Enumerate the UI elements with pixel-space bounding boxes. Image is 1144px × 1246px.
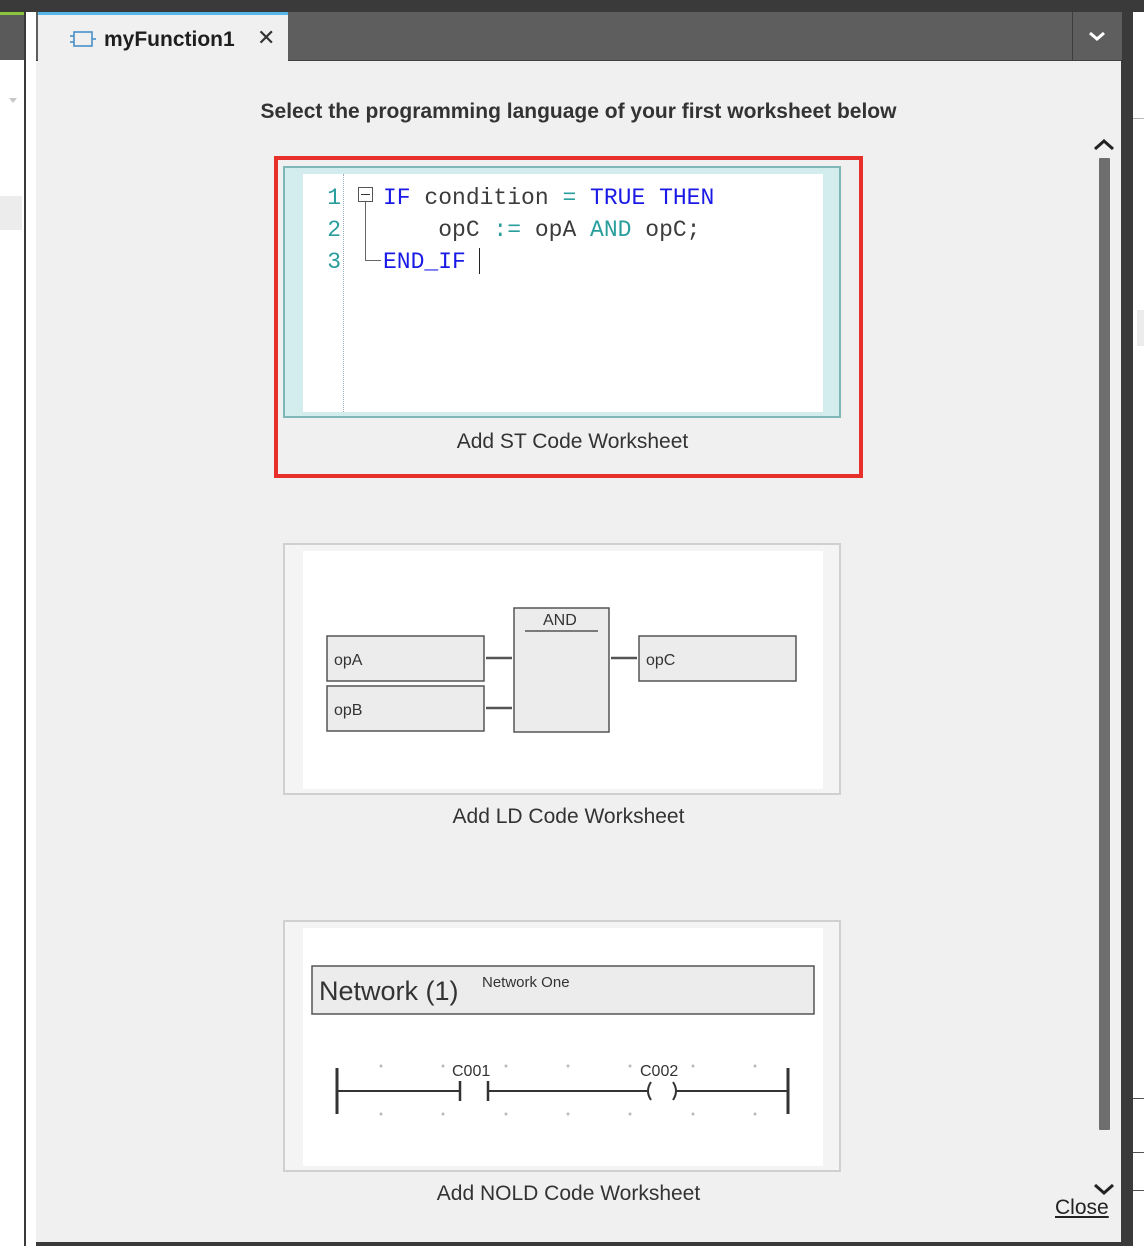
- code-line-2: opC := opA AND opC;: [383, 217, 701, 243]
- page-title: Select the programming language of your first worksheet below: [260, 100, 897, 123]
- background-right-divider: [1133, 1190, 1144, 1191]
- st-code-preview: [283, 166, 841, 418]
- code-line-3: END_IF: [383, 249, 466, 275]
- background-left-panel: [0, 0, 26, 1246]
- ld-diagram-preview: [283, 543, 841, 795]
- network-title: Network (1): [319, 976, 459, 1006]
- tab-myfunction1[interactable]: [38, 12, 288, 61]
- coil-label: C002: [640, 1063, 679, 1080]
- background-left-accent: [0, 12, 24, 15]
- ld-diagram: [303, 551, 823, 789]
- tab-title: myFunction1: [104, 28, 235, 51]
- background-right-divider: [1133, 1152, 1144, 1153]
- fold-guide: [365, 202, 366, 260]
- ld-option-caption: Add LD Code Worksheet: [452, 805, 685, 828]
- background-right-divider: [1133, 118, 1144, 119]
- fold-guide-end: [365, 260, 381, 261]
- background-dropdown-arrow-icon: [9, 98, 17, 103]
- network-comment: Network One: [482, 974, 570, 991]
- nold-option-caption: Add NOLD Code Worksheet: [436, 1182, 701, 1205]
- line-number: 2: [327, 217, 341, 243]
- output-label-opC: opC: [646, 652, 676, 669]
- nold-worksheet-option[interactable]: [274, 920, 863, 1210]
- function-label: AND: [543, 612, 577, 629]
- tab-overflow-button[interactable]: [1072, 12, 1122, 60]
- scroll-up-icon[interactable]: [1092, 136, 1116, 152]
- code-line-1: IF condition = TRUE THEN: [383, 185, 715, 211]
- close-icon[interactable]: ✕: [257, 25, 276, 50]
- background-right-border: [1121, 0, 1133, 1246]
- nold-diagram-preview: [283, 920, 841, 1172]
- code-area: [303, 174, 823, 412]
- line-number: 1: [327, 185, 341, 211]
- collapse-icon: [358, 187, 373, 202]
- function-block-icon: [70, 30, 96, 48]
- close-link[interactable]: Close: [1055, 1196, 1109, 1219]
- gutter-divider: [343, 174, 344, 412]
- st-option-caption: Add ST Code Worksheet: [456, 430, 689, 453]
- background-right-divider: [1133, 1098, 1144, 1099]
- scrollbar-thumb[interactable]: [1099, 158, 1110, 1130]
- chevron-down-icon: [1087, 26, 1107, 46]
- tab-bar: [36, 12, 1121, 61]
- st-worksheet-option[interactable]: [274, 156, 863, 478]
- ld-worksheet-option[interactable]: [274, 543, 863, 833]
- input-label-opB: opB: [334, 702, 363, 719]
- background-top-border: [0, 0, 1144, 12]
- st-code-editor: [303, 174, 823, 412]
- text-cursor: [479, 248, 480, 274]
- contact-label: C001: [452, 1063, 491, 1080]
- background-left-border: [24, 0, 26, 1246]
- editor-panel: [36, 12, 1121, 1246]
- background-right-item: [1137, 310, 1144, 346]
- input-label-opA: opA: [334, 652, 363, 669]
- ld-diagram-canvas: [303, 551, 823, 789]
- background-left-item: [0, 196, 22, 230]
- line-number: 3: [327, 249, 341, 275]
- nold-diagram-canvas: [303, 928, 823, 1166]
- nold-diagram: [303, 928, 823, 1166]
